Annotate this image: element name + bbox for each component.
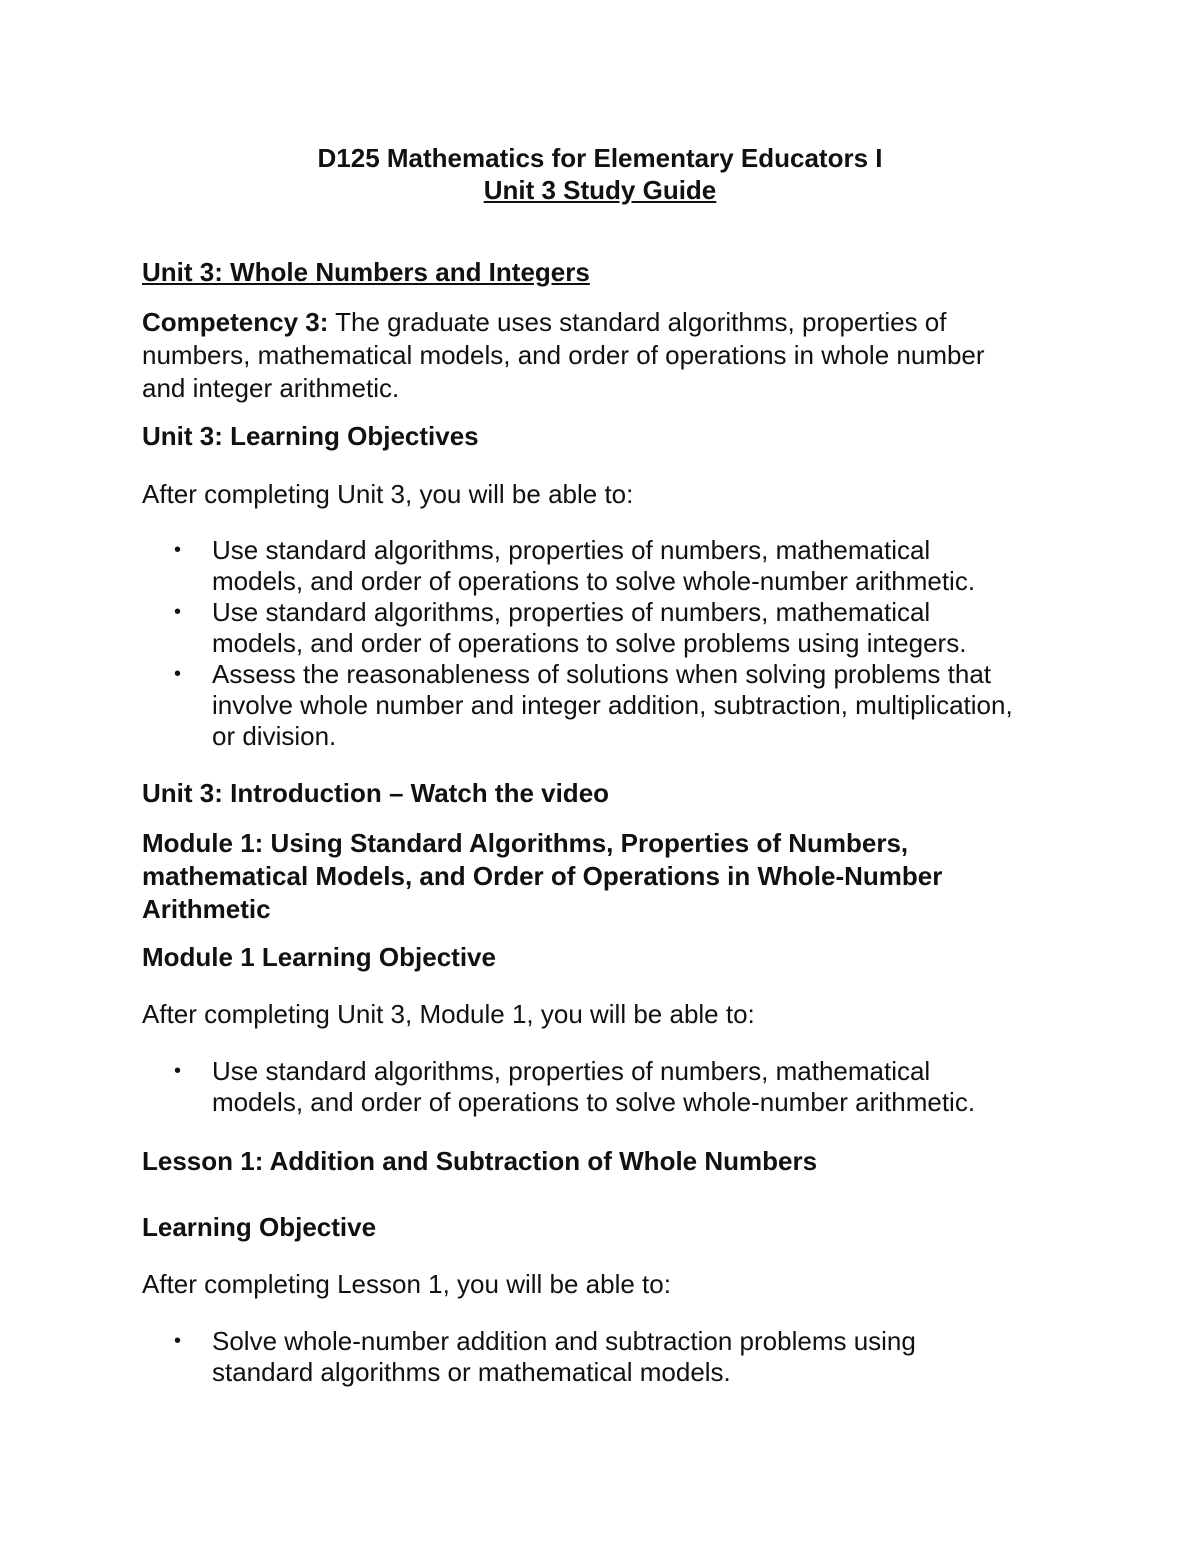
list-item: • Solve whole-number addition and subtraction problems using standard algorithms or mathematical models.	[174, 1326, 916, 1387]
list-item: • Use standard algorithms, properties of numbers, mathematical models, and order of operations to solve whole-number arithmetic.	[174, 535, 976, 596]
module-heading-line1: Module 1: Using Standard Algorithms, Properties of Numbers,	[142, 828, 909, 858]
bullet-icon: •	[174, 539, 182, 561]
competency-text-line2: numbers, mathematical models, and order of operations in whole number	[142, 340, 985, 370]
bullet-icon: •	[174, 601, 182, 623]
competency-label: Competency 3:	[142, 307, 329, 337]
lesson-objective-heading: Learning Objective	[142, 1212, 377, 1242]
list-item: • Assess the reasonableness of solutions when solving problems that involve whole number and integer addition, subtraction, multiplication, or division.	[174, 659, 1013, 751]
module-objectives-list	[142, 1056, 975, 1118]
lesson-objective-intro: After completing Lesson 1, you will be able to:	[142, 1269, 671, 1299]
intro-heading: Unit 3: Introduction – Watch the video	[142, 778, 610, 808]
module-heading-line3: Arithmetic	[142, 894, 271, 924]
unit-objectives-intro: After completing Unit 3, you will be able to:	[142, 479, 634, 509]
list-item: • Use standard algorithms, properties of numbers, mathematical models, and order of operations to solve whole-number arithmetic.	[174, 1056, 976, 1117]
competency-text-line1: The graduate uses standard algorithms, properties of	[328, 307, 947, 337]
bullet-icon: •	[174, 1330, 182, 1352]
module-objective-heading: Module 1 Learning Objective	[142, 942, 496, 972]
document-subtitle: Unit 3 Study Guide	[483, 175, 717, 205]
bullet-icon: •	[174, 1060, 182, 1082]
competency-paragraph	[142, 306, 947, 339]
unit-heading: Unit 3: Whole Numbers and Integers	[142, 257, 590, 287]
unit-objectives-heading: Unit 3: Learning Objectives	[142, 421, 479, 451]
bullet-icon: •	[174, 663, 182, 685]
module-heading-line2: mathematical Models, and Order of Operations in Whole-Number	[142, 861, 943, 891]
module-objective-intro: After completing Unit 3, Module 1, you will be able to:	[142, 999, 755, 1029]
lesson-heading: Lesson 1: Addition and Subtraction of Whole Numbers	[142, 1146, 818, 1176]
unit-objectives-list	[142, 535, 1013, 752]
competency-text-line3: and integer arithmetic.	[142, 373, 400, 403]
lesson-objectives-list	[142, 1326, 916, 1388]
document-title: D125 Mathematics for Elementary Educators I	[317, 143, 883, 173]
list-item: • Use standard algorithms, properties of numbers, mathematical models, and order of operations to solve problems using integers.	[174, 597, 967, 658]
